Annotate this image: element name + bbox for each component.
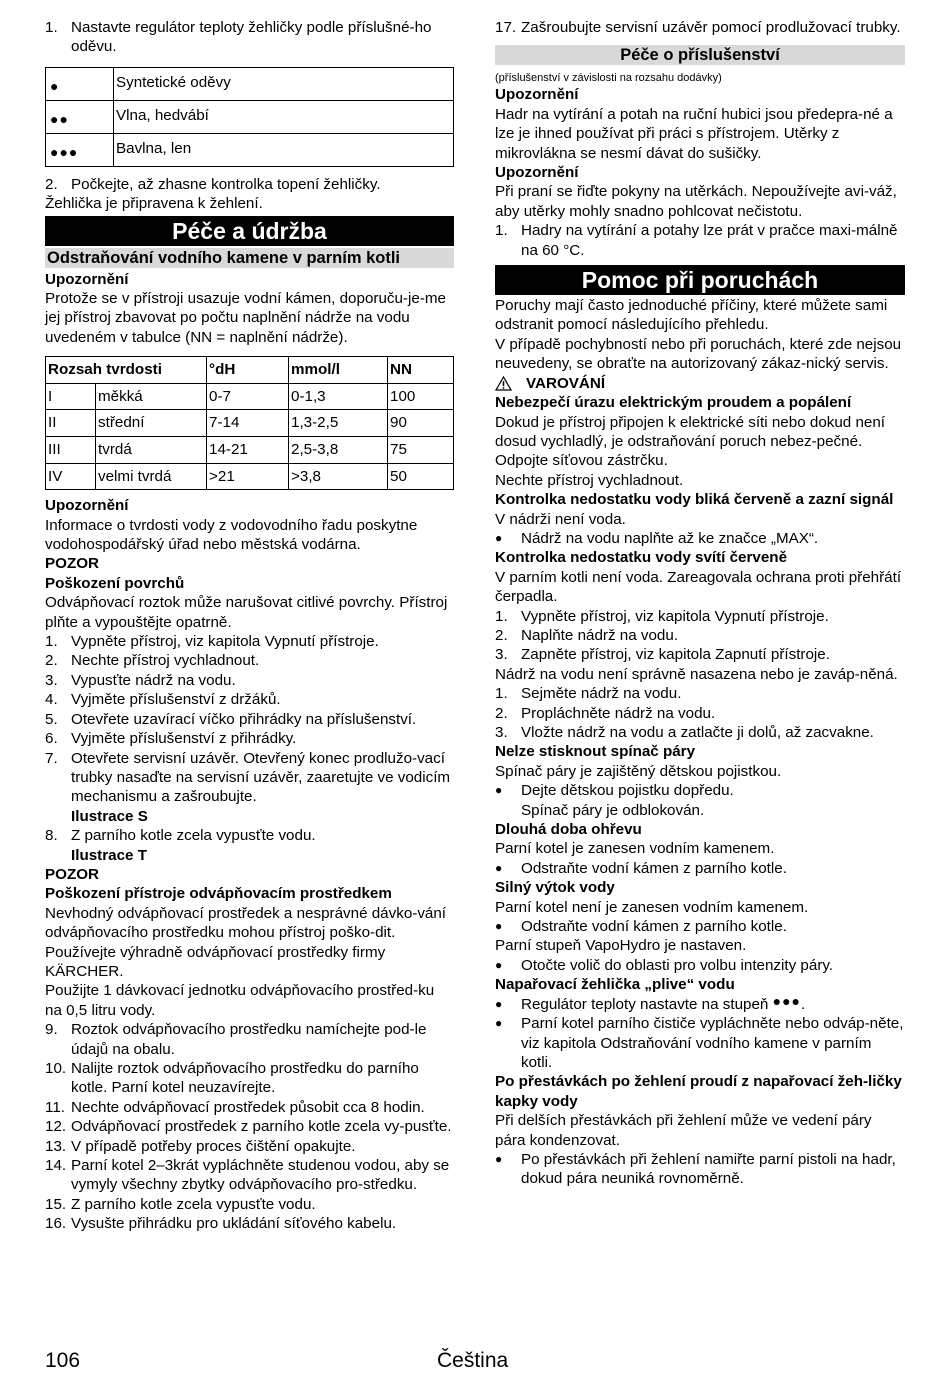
fault-cause: Parní stupeň VapoHydro je nastaven. [495, 937, 747, 955]
fault-cause: V nádrži není voda. [495, 510, 626, 528]
hardness-cell: 0-1,3 [289, 383, 388, 410]
warning-label: VAROVÁNÍ [526, 374, 606, 392]
page-number: 106 [45, 1349, 81, 1372]
remedy-text: Odstraňte vodní kámen z parního kotle. [521, 918, 787, 936]
note-title: Upozornění [45, 497, 129, 515]
caution-title: Poškození povrchů [45, 574, 185, 592]
step-number: 5. [45, 710, 58, 728]
step-number: 6. [45, 730, 58, 748]
descaling-step [45, 1214, 454, 1233]
descaling-step [45, 1117, 454, 1136]
hardness-cell: 1,3-2,5 [289, 410, 388, 437]
fault-step [495, 704, 905, 723]
bullet-icon: ● [495, 783, 503, 798]
section-heading-troubleshooting: Pomoc při poruchách [495, 265, 905, 295]
intro-text: V případě pochybností nebo při poruchách, které zde nejsou neuvedeny, se obraťte na autorizovaný zákaz-nický servis. [495, 335, 902, 373]
accessory-scope-note: (příslušenství v závislosti na rozsahu dodávky) [495, 72, 722, 85]
step-number: 3. [495, 646, 508, 664]
fault-title: Nelze stisknout spínač páry [495, 743, 696, 761]
fault-title: Dlouhá doba ohřevu [495, 821, 642, 839]
warning-triangle-icon [495, 376, 512, 391]
hardness-cell: 75 [388, 437, 454, 464]
warning-text: Odpojte síťovou zástrčku. [495, 452, 668, 470]
step-text: Propláchněte nádrž na vodu. [521, 704, 716, 722]
remedy-text-part: Regulátor teploty nastavte na stupeň [521, 995, 769, 1013]
caution-title: Poškození přístroje odvápňovacím prostředkem [45, 885, 392, 903]
bullet-icon: ● [495, 1151, 503, 1166]
descaling-steps-b [45, 1020, 454, 1233]
step-text: Vyjměte příslušenství z přihrádky. [71, 730, 297, 748]
fault-cause: Parní kotel je zanesen vodním kamenem. [495, 840, 775, 858]
fabric-row [46, 67, 454, 100]
descaling-step [45, 1156, 454, 1195]
note-title: Upozornění [495, 86, 579, 104]
descaling-steps-a [45, 632, 454, 807]
use-text: Používejte výhradně odvápňovací prostředky firmy KÄRCHER. [45, 943, 386, 980]
hardness-cell: střední [96, 410, 207, 437]
step-number: 9. [45, 1021, 58, 1039]
step-number: 8. [45, 827, 58, 845]
hardness-cell: měkká [96, 383, 207, 410]
descaling-step [45, 632, 454, 651]
hardness-cell: 7-14 [207, 410, 289, 437]
intro-text: Poruchy mají často jednoduché příčiny, které můžete sami odstranit pomocí následujícího přehledu. [495, 297, 888, 334]
fault-remedy [495, 859, 905, 878]
fault-remedy [495, 992, 905, 1014]
hardness-cell: velmi tvrdá [96, 463, 207, 490]
fault-title: Po přestávkách po žehlení proudí z napařovací žeh-ličky kapky vody [495, 1073, 902, 1110]
step-text: Vysušte přihrádku pro ukládání síťového kabelu. [71, 1215, 397, 1233]
hardness-cell: >3,8 [289, 463, 388, 490]
fault-steps [495, 607, 905, 665]
fault-remedy [495, 529, 905, 548]
hardness-cell: tvrdá [96, 437, 207, 464]
fault-title: Kontrolka nedostatku vody bliká červeně a zazní signál [495, 491, 894, 509]
fault-step [495, 645, 905, 664]
descaling-step [45, 671, 454, 690]
temperature-dots-icon: ●● [46, 100, 114, 133]
hardness-header-cell: °dH [207, 357, 289, 384]
note-title: Upozornění [495, 164, 579, 182]
step-text: Sejměte nádrž na vodu. [521, 685, 682, 703]
remedy-result: Spínač páry je odblokován. [521, 801, 705, 819]
caution-text: Nevhodný odvápňovací prostředek a nesprávné dávko-vání odvápňovacího prostředku mohou přístroj poško-dit. [45, 904, 447, 942]
descaling-step [45, 651, 454, 670]
caution-text: Odvápňovací roztok může narušovat citlivé povrchy. Přístroj plňte a vypouštějte opatrně. [45, 594, 448, 631]
fabric-temperature-table [45, 67, 454, 167]
hardness-header-cell: Rozsah tvrdosti [46, 357, 207, 384]
hardness-row [46, 463, 454, 490]
remedy-text-end: . [801, 995, 806, 1013]
fault-step [495, 607, 905, 626]
fault-step [495, 723, 905, 742]
step-text: Zašroubujte servisní uzávěr pomocí prodlužovací trubky. [521, 19, 901, 36]
fabric-row [46, 100, 454, 133]
step-number: 14. [45, 1157, 67, 1175]
step-text: Odvápňovací prostředek z parního kotle zcela vy-pusťte. [71, 1118, 452, 1136]
step-number: 1. [495, 222, 508, 240]
step-text: Z parního kotle zcela vypusťte vodu. [71, 1195, 316, 1213]
note-text: Hadr na vytírání a potah na ruční hubici jsou předepra-né a lze je ihned používat při práci s přístrojem. Utěrky z mikrovlákna se nesmí dávat do sušičky. [495, 105, 893, 162]
fault-remedy [495, 917, 905, 936]
bullet-icon: ● [495, 957, 503, 972]
right-column [495, 18, 905, 1189]
descaling-step [45, 690, 454, 709]
fabric-label: Vlna, hedvábí [114, 100, 454, 133]
step-text: Roztok odvápňovacího prostředku namíchejte pod-le údajů na obalu. [71, 1021, 427, 1058]
descaling-step [45, 729, 454, 748]
hardness-cell: 100 [388, 383, 454, 410]
hardness-cell: 2,5-3,8 [289, 437, 388, 464]
dose-text: Použijte 1 dávkovací jednotku odvápňovacího prostřed-ku na 0,5 litru vody. [45, 982, 435, 1019]
step-number: 12. [45, 1118, 67, 1136]
fault-cause: Spínač páry je zajištěný dětskou pojistkou. [495, 762, 782, 780]
fault-title: Napařovací žehlička „plive“ vodu [495, 976, 735, 994]
step-text: Vyjměte příslušenství z držáků. [71, 691, 281, 709]
fault-title: Kontrolka nedostatku vody svítí červeně [495, 549, 788, 567]
hardness-cell: >21 [207, 463, 289, 490]
fault-step [495, 626, 905, 645]
fault-steps [495, 684, 905, 742]
step-number: 15. [45, 1195, 67, 1213]
fault-cause: Parní kotel není je zanesen vodním kamenem. [495, 898, 809, 916]
step-text: Počkejte, až zhasne kontrolka topení žehličky. [71, 175, 381, 193]
hardness-row [46, 410, 454, 437]
step-text: Nechte odvápňovací prostředek působit cca 8 hodin. [71, 1098, 425, 1116]
caution-label: POZOR [45, 865, 100, 883]
step-number: 2. [45, 652, 58, 670]
step-number: 2. [495, 704, 508, 722]
descaling-step [45, 710, 454, 729]
fabric-label: Syntetické oděvy [114, 67, 454, 100]
step-number: 13. [45, 1137, 67, 1155]
fabric-label: Bavlna, len [114, 133, 454, 166]
accessory-step-1 [495, 221, 905, 260]
step-number: 7. [45, 749, 58, 767]
water-hardness-table [45, 356, 454, 490]
remedy-text: Otočte volič do oblasti pro volbu intenzity páry. [521, 956, 834, 974]
step-number: 1. [45, 633, 58, 651]
iron-ready-text: Žehlička je připravena k žehlení. [45, 195, 263, 213]
bullet-icon: ● [495, 919, 503, 934]
step-text: Zapněte přístroj, viz kapitola Zapnutí přístroje. [521, 646, 830, 664]
step-text: Vypusťte nádrž na vodu. [71, 671, 236, 689]
fabric-row [46, 133, 454, 166]
remedy-text: Dejte dětskou pojistku dopředu. [521, 782, 734, 800]
remedy-text: Odstraňte vodní kámen z parního kotle. [521, 859, 787, 877]
step-text: Vypněte přístroj, viz kapitola Vypnutí přístroje. [71, 633, 379, 651]
remedy-text [521, 992, 905, 1014]
hardness-cell: 0-7 [207, 383, 289, 410]
descaling-step [45, 749, 454, 807]
step-text: Z parního kotle zcela vypusťte vodu. [71, 827, 316, 845]
step-text: Otevřete servisní uzávěr. Otevřený konec prodlužo-vací trubky nasaďte na servisní uzávěr, zaaretujte ve vodicím mechanismu a zašroubujte. [71, 749, 451, 806]
descaling-step [45, 1059, 454, 1098]
warning-text: Nechte přístroj vychladnout. [495, 471, 684, 489]
step-number: 16. [45, 1215, 67, 1233]
note-text: Protože se v přístroji usazuje vodní kámen, doporuču-je-me jej přístroj zbavovat po počtu naplnění nádrže na vodu uvedeném v tabulce (NN = naplnění nádrže). [45, 290, 446, 346]
illustration-t-label: Ilustrace T [71, 846, 147, 864]
bullet-icon: ● [495, 530, 503, 545]
descaling-step-17 [495, 18, 905, 37]
hardness-cell: III [46, 437, 96, 464]
step-text: Otevřete uzavírací víčko přihrádky na příslušenství. [71, 710, 417, 728]
remedy-text: Po přestávkách při žehlení namiřte parní pistoli na hadr, dokud pára neuniká rovnoměrně. [521, 1150, 896, 1188]
bullet-icon: ● [495, 860, 503, 875]
step-number: 11. [45, 1098, 65, 1116]
fault-step [495, 684, 905, 703]
hardness-row [46, 383, 454, 410]
bullet-icon: ● [495, 1016, 503, 1031]
fault-remedy [495, 1150, 905, 1189]
descaling-step [45, 1098, 454, 1117]
remedy-text: Parní kotel parního čističe vypláchněte nebo odváp-něte, viz kapitola Odstraňování vodního kamene v parním kotli. [521, 1015, 904, 1071]
step-text: Nastavte regulátor teploty žehličky podle příslušné-ho oděvu. [71, 19, 432, 56]
temperature-dots-icon: ● [46, 67, 114, 100]
warning-heading [495, 374, 905, 393]
page-language: Čeština [437, 1349, 509, 1372]
step-text: Vypněte přístroj, viz kapitola Vypnutí přístroje. [521, 607, 829, 625]
note-text: Při praní se řiďte pokyny na utěrkách. Nepoužívejte avi-váž, aby utěrky mohly snadno pohlcovat nečistotu. [495, 183, 897, 220]
step-number: 17. [495, 19, 517, 36]
step-number: 3. [495, 724, 508, 741]
fault-cause: Nádrž na vodu není správně nasazena nebo je zaváp-něná. [495, 665, 898, 683]
left-column [45, 18, 454, 1234]
step-text: Nechte přístroj vychladnout. [71, 652, 260, 670]
note-text: Informace o tvrdosti vody z vodovodního řadu poskytne vodohospodářský úřad nebo městská vodárna. [45, 516, 418, 554]
hardness-header-cell: NN [388, 357, 454, 384]
step-number: 1. [45, 19, 58, 36]
caution-label: POZOR [45, 555, 100, 573]
hardness-row [46, 437, 454, 464]
hardness-cell: I [46, 383, 96, 410]
iron-step-1 [45, 18, 454, 57]
step-text: Vložte nádrž na vodu a zatlačte ji dolů, až zacvakne. [521, 724, 874, 741]
step-number: 1. [495, 685, 508, 703]
subheading-accessory-care: Péče o příslušenství [495, 45, 905, 65]
step-text: Nalijte roztok odvápňovacího prostředku do parního kotle. Parní kotel neuzavírejte. [71, 1060, 419, 1097]
step-number: 2. [495, 626, 508, 644]
fault-remedy [495, 956, 905, 975]
step-number: 1. [495, 607, 508, 625]
fault-title: Silný výtok vody [495, 879, 615, 897]
step-text: Hadry na vytírání a potahy lze prát v pračce maxi-málně na 60 °C. [521, 222, 898, 259]
fault-cause: V parním kotli není voda. Zareagovala ochrana proti přehřátí čerpadla. [495, 568, 902, 606]
illustration-s-label: Ilustrace S [71, 807, 148, 825]
warning-text: Dokud je přístroj připojen k elektrické síti nebo dokud není dosud vychladlý, je odstraňování poruch nebez-pečné. [495, 413, 886, 450]
remedy-text: Nádrž na vodu naplňte až ke značce „MAX“. [521, 529, 819, 547]
hardness-cell: 14-21 [207, 437, 289, 464]
temperature-dots-icon: ●●● [46, 133, 114, 166]
descaling-step [45, 1020, 454, 1059]
descaling-step-8 [45, 826, 454, 845]
hardness-cell: 90 [388, 410, 454, 437]
descaling-step [45, 1195, 454, 1214]
step-text: V případě potřeby proces čištění opakujte. [71, 1137, 356, 1155]
hardness-cell: II [46, 410, 96, 437]
fault-remedy [495, 781, 905, 800]
subheading-descaling: Odstraňování vodního kamene v parním kotli [45, 248, 454, 268]
temperature-dots-icon: ●●● [772, 992, 801, 1009]
step-number: 4. [45, 691, 58, 709]
step-number: 2. [45, 175, 58, 193]
step-number: 3. [45, 671, 58, 689]
hardness-header-row [46, 357, 454, 384]
section-heading-care: Péče a údržba [45, 216, 454, 246]
fault-remedy [495, 1014, 905, 1072]
fault-cause: Při delších přestávkách při žehlení může ve vedení páry pára kondenzovat. [495, 1112, 872, 1149]
descaling-step [45, 1137, 454, 1156]
note-title: Upozornění [45, 270, 129, 288]
hardness-cell: 50 [388, 463, 454, 490]
hardness-cell: IV [46, 463, 96, 490]
step-number: 10. [45, 1060, 67, 1077]
warning-title: Nebezpečí úrazu elektrickým proudem a popálení [495, 394, 852, 412]
step-text: Naplňte nádrž na vodu. [521, 626, 679, 644]
bullet-icon: ● [495, 996, 503, 1011]
hardness-header-cell: mmol/l [289, 357, 388, 384]
iron-step-2 [45, 175, 454, 194]
step-text: Parní kotel 2–3krát vypláchněte studenou vodou, aby se vymyly všechny zbytky odvápňovacího pro-středku. [71, 1157, 450, 1194]
